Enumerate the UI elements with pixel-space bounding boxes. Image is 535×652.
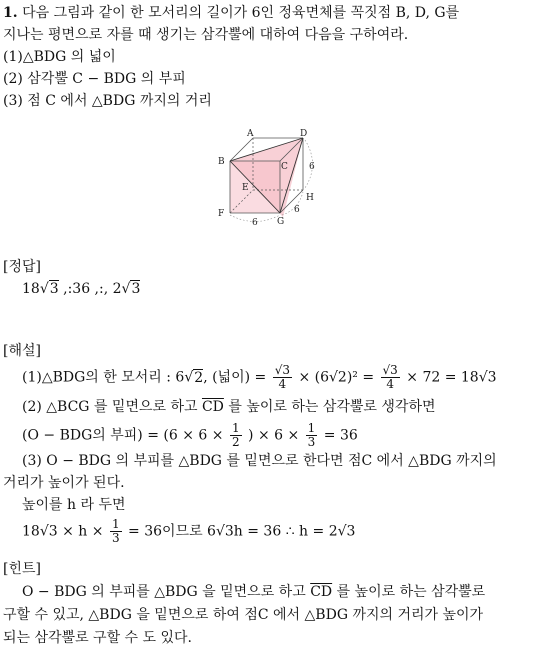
exp-l1-d: × 72 = 18√3: [406, 369, 497, 386]
problem-number: 1.: [3, 5, 18, 21]
problem-line-1: [3, 4, 459, 22]
hint-line-2: 구할 수 있고, △BDG 을 밑면으로 하여 점C 에서 △BDG 까지의 거리가 높이가: [3, 607, 484, 623]
answer-sqrt-1: 3: [49, 281, 59, 297]
explanation-line-5: 거리가 높이가 된다.: [3, 475, 125, 491]
exp-l1-frac1-den: 4: [278, 377, 287, 391]
explanation-line-3: [22, 422, 358, 449]
exp-l2-a: (2) △BCG 를 밑면으로 하고: [22, 399, 198, 415]
label-B: B: [218, 157, 225, 167]
edge-length-diag: 6: [294, 205, 300, 215]
explanation-line-4: (3) O − BDG 의 부피를 △BDG 를 밑면으로 한다면 점C 에서 △BDG 까지의: [22, 453, 497, 469]
label-D: D: [300, 129, 308, 139]
exp-l3-f2-num: 1: [307, 421, 316, 435]
label-A: A: [247, 129, 254, 139]
question-1: (1)△BDG 의 넓이: [3, 49, 116, 65]
exp-l3-f2-den: 3: [307, 435, 316, 449]
exp-l1-frac1-num: √3: [274, 363, 290, 377]
exp-l3-f1-num: 1: [231, 421, 240, 435]
hint-l1-cd: $\overline{CD}$: [310, 584, 333, 600]
exp-l3-f1-den: 2: [231, 435, 240, 449]
exp-l1-b: , (넓이) =: [203, 369, 267, 386]
hint-l1-a: O − BDG 의 부피를 △BDG 을 밑면으로 하고: [22, 584, 306, 600]
explanation-line-6: 높이를 h 라 두면: [22, 497, 126, 513]
exp-l7-frac: [110, 518, 122, 545]
edge-length-bottom: 6: [252, 218, 258, 228]
exp-l1-frac2-num: √3: [382, 363, 398, 377]
exp-l2-b: 를 높이로 하는 삼각뿔로 생각하면: [228, 399, 436, 415]
answer-sqrt-2: 3: [131, 281, 141, 297]
hint-heading: [힌트]: [3, 561, 41, 577]
label-G: G: [277, 217, 285, 227]
exp-l7-f-num: 1: [111, 517, 120, 531]
exp-l7-b: = 36이므로 6√3h = 36 ∴ h = 2√3: [128, 523, 356, 540]
exp-l1-sqrt: 2: [194, 369, 204, 386]
exp-l1-frac-1: [273, 364, 292, 391]
hint-line-1: [22, 583, 485, 601]
exp-l7-a: 18√3 × h ×: [22, 523, 104, 540]
problem-text-1: 다음 그림과 같이 한 모서리의 길이가 6인 정육면체를 꼭짓점 B, D, G를: [22, 5, 460, 21]
exp-l3-frac-2: [306, 422, 318, 449]
explanation-heading: [해설]: [3, 343, 41, 359]
exp-l3-frac-1: [230, 422, 242, 449]
explanation-line-2: [22, 398, 436, 416]
exp-l1-frac2-den: 4: [386, 377, 394, 391]
label-F: F: [218, 209, 225, 219]
label-E: E: [242, 183, 249, 193]
question-3: (3) 점 C 에서 △BDG 까지의 거리: [3, 93, 212, 109]
answer-text: 18√3 ,:36 ,:, 2√3: [22, 281, 141, 297]
exp-l1-frac-2: [381, 364, 400, 391]
problem-line-2: 지나는 평면으로 자를 때 생기는 삼각뿔에 대하여 다음을 구하여라.: [3, 27, 409, 43]
exp-l1-a: (1)△BDG의 한 모서리 : 6: [22, 369, 185, 386]
hint-l1-b: 를 높이로 하는 삼각뿔로: [336, 584, 486, 600]
explanation-line-7: [22, 518, 355, 545]
answer-mid: ,:36 ,:, 2: [58, 281, 122, 297]
exp-l3-b: ) × 6 ×: [248, 427, 300, 444]
exp-l3-a: (O − BDG의 부피) = (6 × 6 ×: [22, 427, 224, 444]
cube-figure: [210, 128, 330, 228]
answer-heading: [정답]: [3, 259, 41, 275]
exp-l7-f-den: 3: [111, 531, 120, 545]
exp-l1-c: × (6√2)² =: [298, 369, 375, 386]
explanation-line-1: (1)△BDG의 한 모서리 : 6√2, (넓이) = $\frac{√3}{4}$ × (6√2)² = $\frac{√3}{4}$ × 72 = 18√3: [22, 363, 497, 391]
edge-length-right: 6: [309, 162, 315, 172]
answer-prefix: 18: [22, 281, 40, 297]
question-2: (2) 삼각뿔 C − BDG 의 부피: [3, 71, 186, 87]
exp-l3-c: = 36: [323, 427, 358, 444]
label-C: C: [281, 162, 288, 172]
exp-l2-cd: $\overline{CD}$: [201, 399, 224, 415]
hint-line-3: 되는 삼각뿔로 구할 수 도 있다.: [3, 630, 192, 646]
label-H: H: [306, 193, 314, 203]
